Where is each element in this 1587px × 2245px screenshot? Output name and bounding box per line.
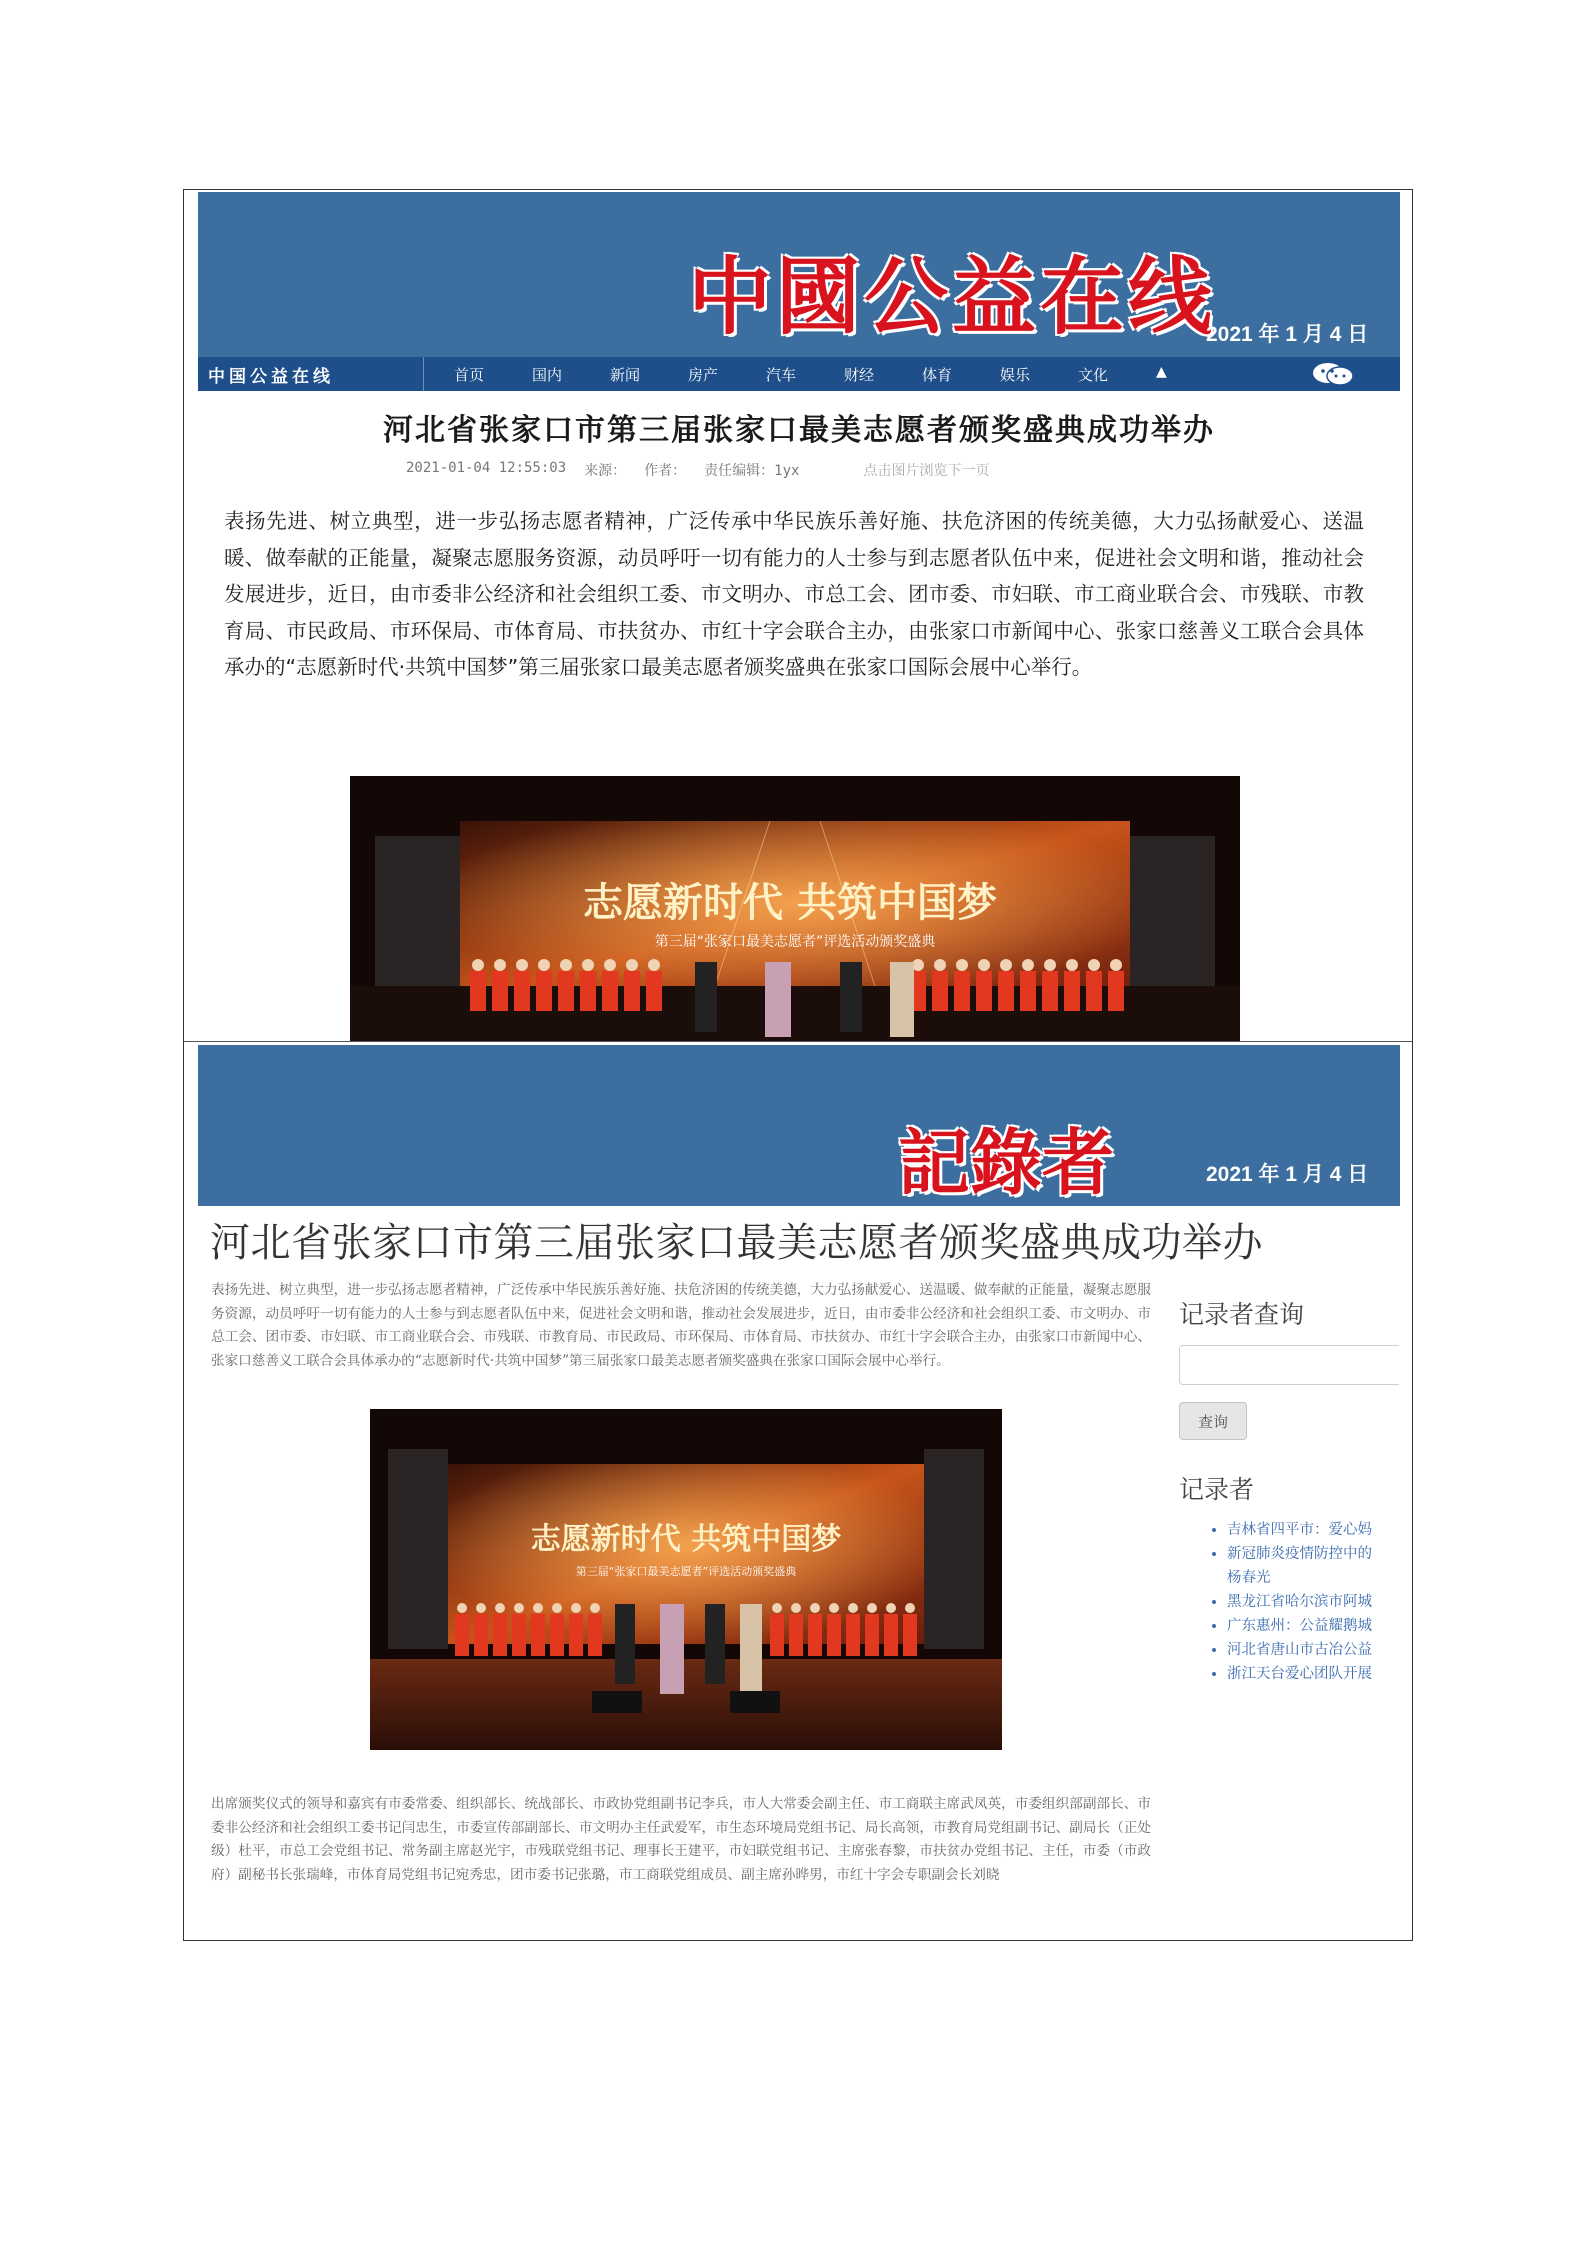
nav-item-finance[interactable]: 财经 <box>844 365 875 384</box>
recorder-list <box>1179 1518 1399 1686</box>
list-item[interactable]: • 新冠肺炎疫情防控中的 <box>1227 1542 1399 1566</box>
list-item[interactable]: • 黑龙江省哈尔滨市阿城 <box>1227 1590 1399 1614</box>
meta-editor: 责任编辑：1yx <box>704 463 800 479</box>
screenshot-recorder-site <box>184 1043 1412 1941</box>
ceremony-photo-art <box>370 1409 1002 1750</box>
recorder-list-heading: 记录者 <box>1179 1475 1255 1504</box>
site-banner <box>198 192 1400 357</box>
site-logo[interactable]: 記錄者 <box>898 1120 1115 1205</box>
nav-item-culture[interactable]: 文化 <box>1078 365 1109 384</box>
nav-brand[interactable]: 中国公益在线 <box>198 357 424 391</box>
article-body: 表扬先进、树立典型，进一步弘扬志愿者精神，广泛传承中华民族乐善好施、扶危济困的传统美德，大力弘扬献爱心、送温暖、做奉献的正能量，凝聚志愿服务资源，动员呼吁一切有能力的人士参与到志愿者队伍中来，促进社会文明和谐，推动社会发展进步，近日，由市委非公经济和社会组织工委、市文明办、市总工会、团市委、市妇联、市工商业联合会、市残联、市教育局、市民政局、市环保局、市体育局、市扶贫办、市红十字会联合主办，由张家口市新闻中心、张家口慈善义工联合会具体承办的“志愿新时代·共筑中国梦”第三届张家口最美志愿者颁奖盛典在张家口国际会展中心举行。 <box>211 1282 1151 1369</box>
query-button[interactable]: 查询 <box>1179 1402 1247 1440</box>
ceremony-photo[interactable] <box>350 776 1240 1042</box>
recorder-query-heading: 记录者查询 <box>1179 1300 1305 1329</box>
article-body: 表扬先进、树立典型，进一步弘扬志愿者精神，广泛传承中华民族乐善好施、扶危济困的传统美德，大力弘扬献爱心、送温暖、做奉献的正能量，凝聚志愿服务资源，动员呼吁一切有能力的人士参与到志愿者队伍中来，促进社会文明和谐，推动社会发展进步，近日，由市委非公经济和社会组织工委、市文明办、市总工会、团市委、市妇联、市工商业联合会、市残联、市教育局、市民政局、市环保局、市体育局、市扶贫办、市红十字会联合主办，由张家口市新闻中心、张家口慈善义工联合会具体承办的“志愿新时代·共筑中国梦”第三届张家口最美志愿者颁奖盛典在张家口国际会展中心举行。 <box>224 509 1364 679</box>
list-item[interactable]: • 河北省唐山市古冶公益 <box>1227 1638 1399 1662</box>
meta-image-hint[interactable]: 点击图片浏览下一页 <box>863 463 990 479</box>
capture-date: 2021 年 1 月 4 日 <box>1206 323 1369 346</box>
site-logo[interactable]: 中國公益在线 <box>688 247 1217 346</box>
article-title: 河北省张家口市第三届张家口最美志愿者颁奖盛典成功举办 <box>383 413 1215 448</box>
list-item[interactable]: • 浙江天台爱心团队开展 <box>1227 1662 1399 1686</box>
site-banner <box>198 1045 1400 1206</box>
wechat-icon[interactable] <box>1308 361 1358 387</box>
photo-screen-subtitle: 第三届“张家口最美志愿者”评选活动颁奖盛典 <box>575 1565 797 1578</box>
recorder-search-input[interactable] <box>1179 1345 1399 1385</box>
screenshot-gongyi-online <box>184 190 1412 1042</box>
sidebar <box>1179 1283 1399 1686</box>
meta-author: 作者： <box>644 463 687 479</box>
meta-time: 2021-01-04 12:55:03 <box>406 460 567 476</box>
nav-item-domestic[interactable]: 国内 <box>532 365 563 384</box>
nav-items <box>454 364 1196 385</box>
article-title: 河北省张家口市第三届张家口最美志愿者颁奖盛典成功举办 <box>210 1220 1263 1266</box>
document-frame <box>183 189 1413 1941</box>
nav-item-news[interactable]: 新闻 <box>610 365 641 384</box>
nav-item-sports[interactable]: 体育 <box>922 365 953 384</box>
capture-date: 2021 年 1 月 4 日 <box>1206 1163 1369 1186</box>
ceremony-photo-art <box>350 776 1240 1042</box>
nav-item-entertainment[interactable]: 娱乐 <box>1000 365 1031 384</box>
article-body-continued: 出席颁奖仪式的领导和嘉宾有市委常委、组织部长、统战部长、市政协党组副书记李兵，市人大常委会副主任、市工商联主席武凤英，市委组织部副部长、市委非公经济和社会组织工委书记闫忠生，市委宣传部副部长、市文明办主任武爱军，市生态环境局党组书记、局长高领，市教育局党组副书记、副局长（正处级）杜平，市总工会党组书记、常务副主席赵光宇，市残联党组书记、理事长王建平，市妇联党组书记、主席张春黎，市扶贫办党组书记、主任，市委（市政府）副秘书长张瑞峰，市体育局党组书记宛秀忠，团市委书记张璐，市工商联党组成员、副主席孙晔男，市红十字会专职副会长刘晓 <box>211 1796 1151 1883</box>
nav-item-home[interactable]: 首页 <box>454 365 485 384</box>
nav-up-arrow-icon[interactable]: ▲ <box>1156 363 1167 380</box>
nav-item-property[interactable]: 房产 <box>688 365 719 384</box>
list-item[interactable]: • 吉林省四平市：爱心妈 <box>1227 1518 1399 1542</box>
list-item[interactable]: • 广东惠州：公益耀鹅城 <box>1227 1614 1399 1638</box>
list-item[interactable]: 杨春光 <box>1227 1570 1271 1586</box>
ceremony-photo[interactable] <box>370 1409 1002 1750</box>
photo-screen-subtitle: 第三届“张家口最美志愿者”评选活动颁奖盛典 <box>654 934 936 950</box>
photo-screen-title: 志愿新时代 共筑中国梦 <box>583 879 997 926</box>
photo-screen-title: 志愿新时代 共筑中国梦 <box>530 1522 842 1557</box>
meta-source: 来源： <box>584 463 627 479</box>
article-meta <box>406 460 1206 480</box>
nav-bar <box>198 357 1400 391</box>
nav-item-auto[interactable]: 汽车 <box>766 365 797 384</box>
